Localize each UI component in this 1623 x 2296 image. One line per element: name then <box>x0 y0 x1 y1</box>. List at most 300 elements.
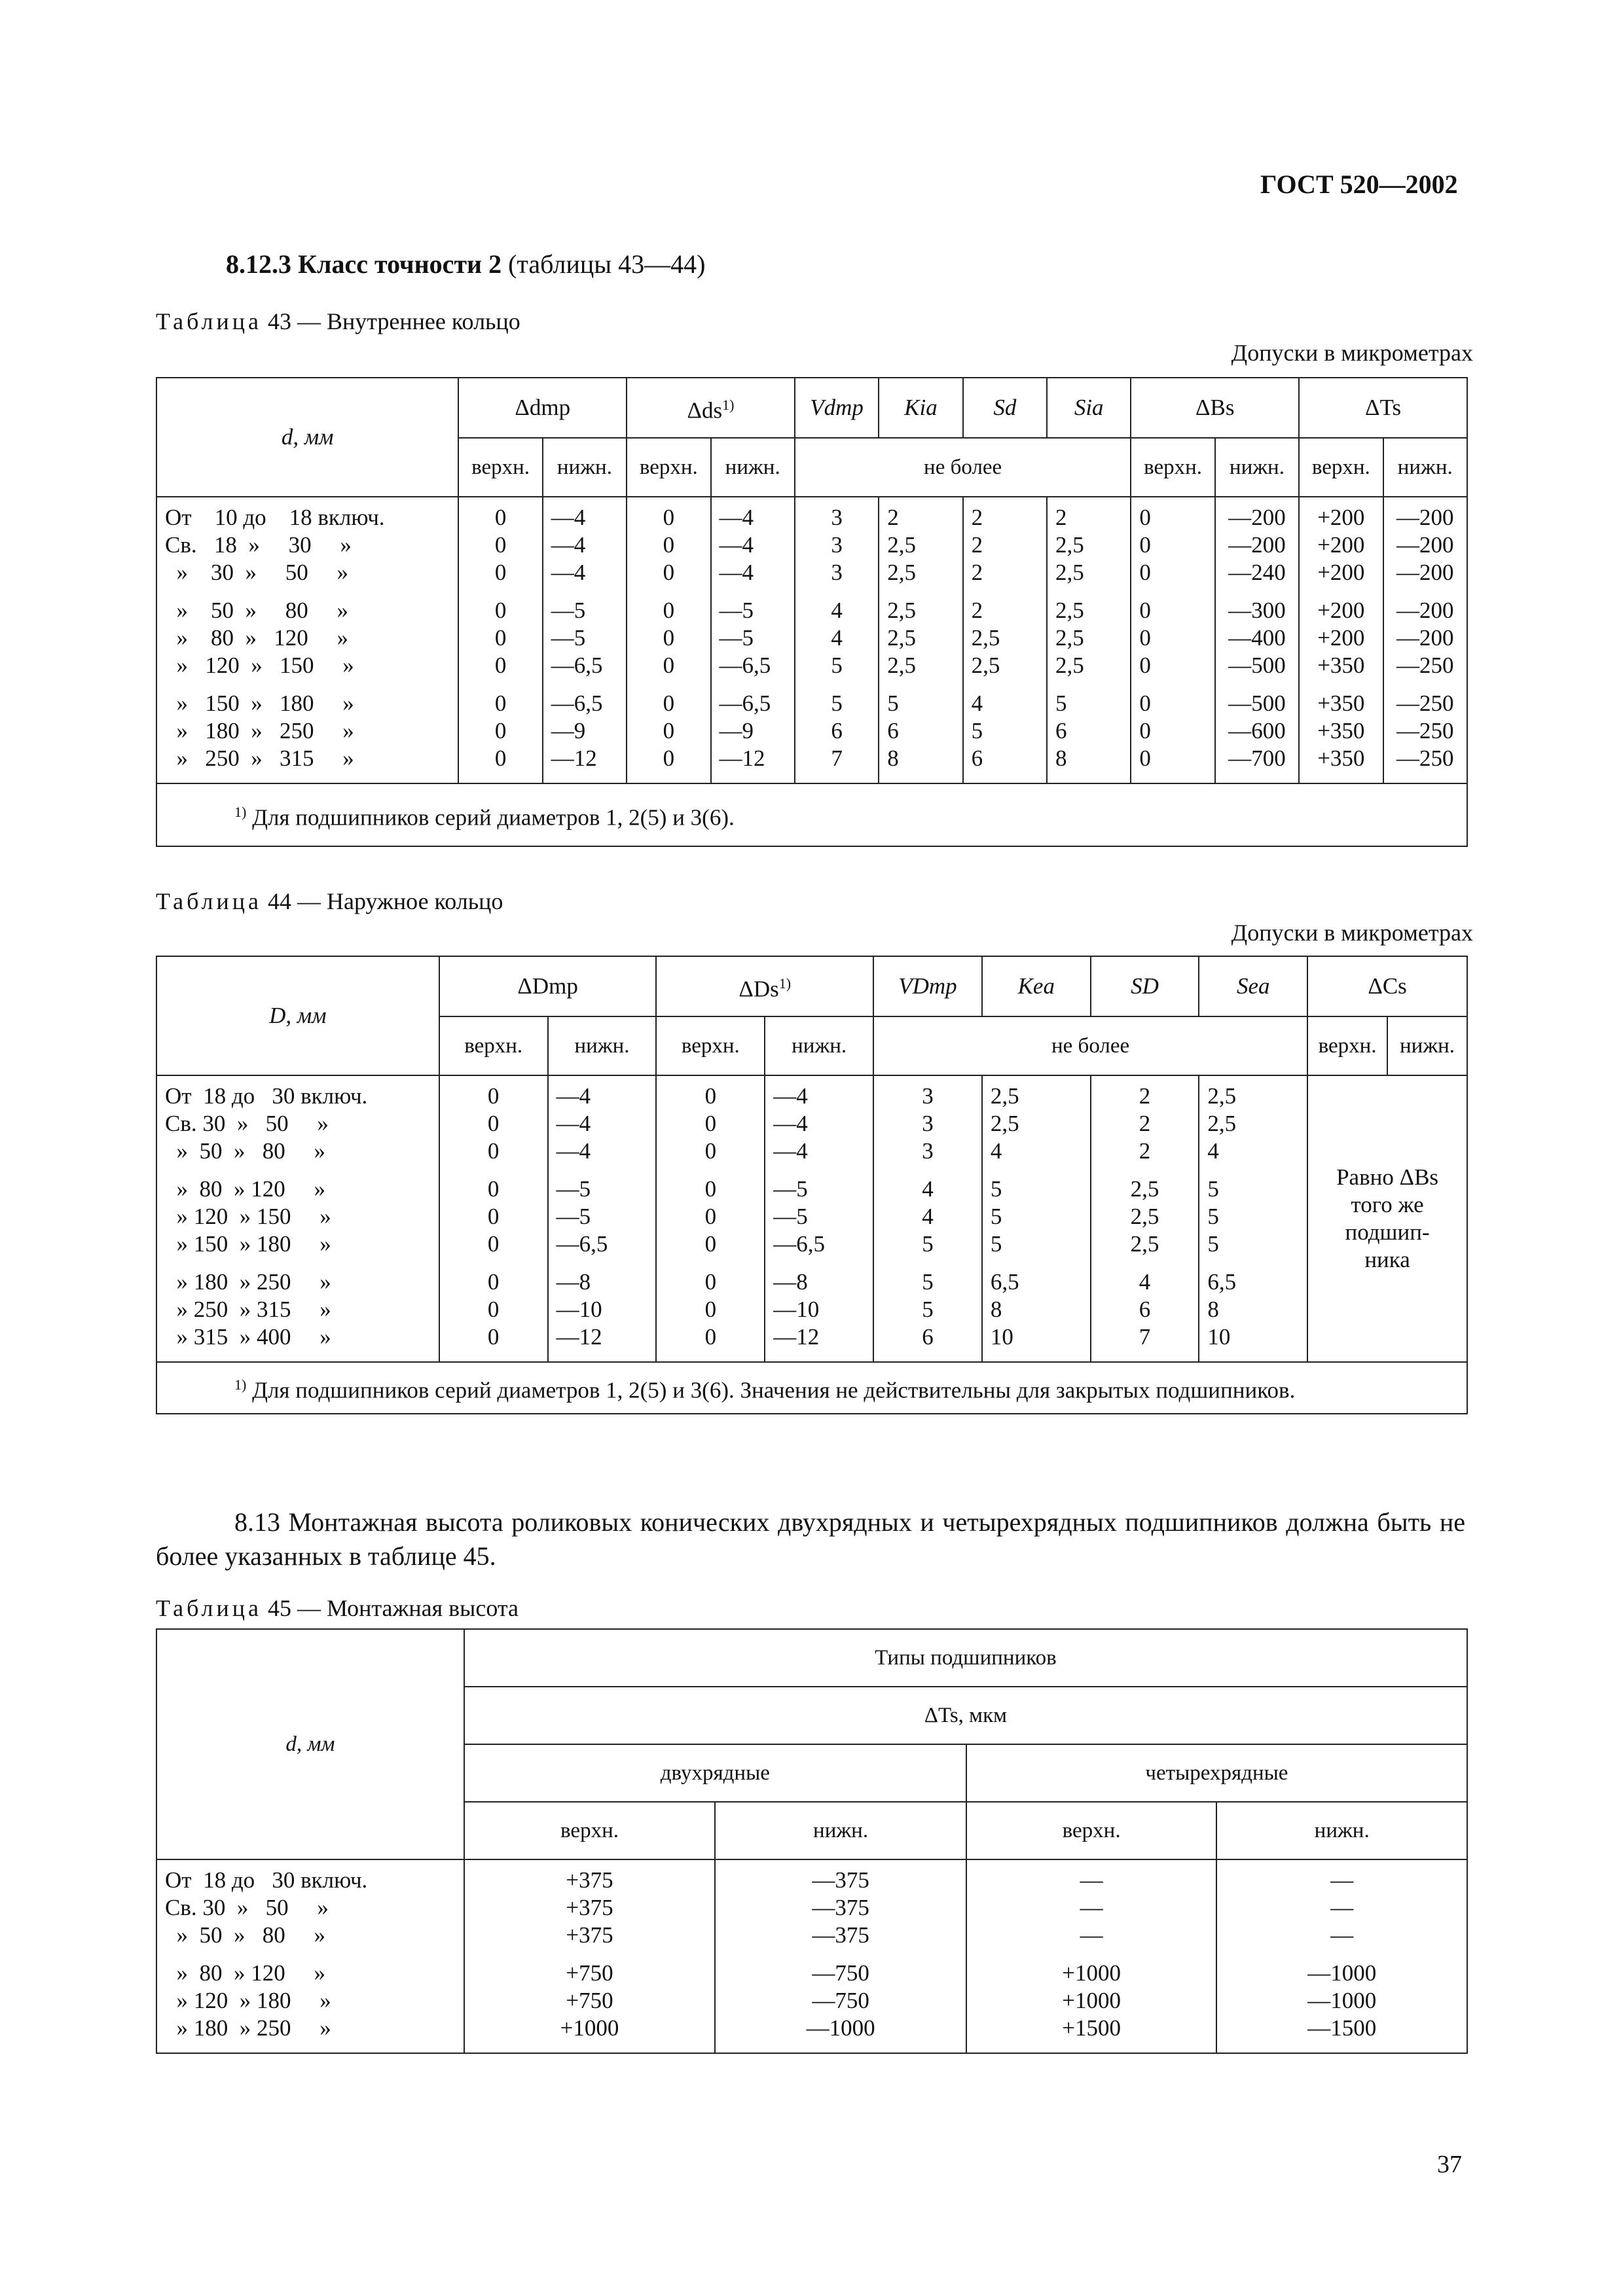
table43-col-6 <box>879 497 962 783</box>
table44-value: —8 <box>773 1269 808 1295</box>
table43-value: —400 <box>1228 625 1286 651</box>
table43-value: —5 <box>719 598 754 623</box>
t44-d-label: D, мм <box>269 1003 327 1028</box>
table44-d-line: » 80 » 120 » <box>165 1176 325 1202</box>
table44-value: —4 <box>556 1111 591 1136</box>
t45-header-d <box>156 1629 464 1859</box>
table43-value: 0 <box>494 560 507 585</box>
table43-value: +200 <box>1317 532 1365 558</box>
table43-value: +200 <box>1317 625 1365 651</box>
table43-value: —250 <box>1396 718 1454 744</box>
table43-value: —200 <box>1396 625 1454 651</box>
t45-header-dts: ΔTs, мкм <box>464 1687 1467 1744</box>
table43-value: 0 <box>663 691 675 716</box>
table44-col-2 <box>548 1075 657 1362</box>
table44-value: 10 <box>1207 1324 1231 1350</box>
table45-d-line: » 120 » 180 » <box>165 1988 331 2013</box>
table43-value: 2,5 <box>1055 560 1084 585</box>
table44-value: 0 <box>704 1269 717 1295</box>
t43-ds-label: Δds <box>687 397 723 423</box>
table43-value: —200 <box>1396 532 1454 558</box>
t44-cs-line: ника <box>1364 1247 1410 1272</box>
section-ref: (таблицы 43—44) <box>508 249 706 279</box>
table44-value: 5 <box>1207 1176 1219 1202</box>
table45-value: —1500 <box>1307 2015 1377 2041</box>
t44-header-d <box>156 956 439 1075</box>
table43-value: 0 <box>1139 653 1151 678</box>
table44-value: 5 <box>990 1231 1002 1257</box>
table43-value: 2,5 <box>1055 532 1084 558</box>
table45-value: —375 <box>812 1867 869 1893</box>
table43-value: 2,5 <box>887 598 916 623</box>
table43-value: —9 <box>719 718 754 744</box>
table43-col-4 <box>711 497 795 783</box>
t45-body-row <box>156 1859 1467 2053</box>
table44-value: —8 <box>556 1269 591 1295</box>
table44-value: —4 <box>773 1138 808 1164</box>
table43-value: 2 <box>971 505 983 530</box>
table45-value: —1000 <box>806 2015 875 2041</box>
table43-value: 2 <box>887 505 899 530</box>
table45-col-3 <box>966 1859 1217 2053</box>
table44-value: —4 <box>773 1083 808 1109</box>
table44-value: 5 <box>990 1176 1002 1202</box>
table44-unit: Допуски в микрометрах <box>1231 920 1473 946</box>
t44-footnote <box>156 1362 1467 1414</box>
table44-value: 0 <box>704 1204 717 1229</box>
table43 <box>156 377 1468 847</box>
table43-value: 0 <box>663 718 675 744</box>
t45-d-label: d, мм <box>285 1732 335 1756</box>
table44-value: 0 <box>704 1111 717 1136</box>
table44-value: 2 <box>1139 1111 1151 1136</box>
t43-ds-sup: 1) <box>722 396 735 413</box>
table44-value: —5 <box>773 1176 808 1202</box>
table43-d-line: От 10 до 18 включ. <box>165 505 385 530</box>
table43-value: 4 <box>971 691 983 716</box>
t43-sub-lower: нижн. <box>543 438 627 497</box>
table43-value: 0 <box>1139 532 1151 558</box>
t43-sub-lower: нижн. <box>1215 438 1299 497</box>
table44-value: —6,5 <box>556 1231 608 1257</box>
t43-sub-lower: нижн. <box>1383 438 1468 497</box>
table45-value: —750 <box>812 1988 869 2013</box>
table43-value: 2,5 <box>1055 625 1084 651</box>
table43-value: 0 <box>494 745 507 771</box>
table45-caption <box>156 1594 519 1622</box>
table43-value: —200 <box>1396 505 1454 530</box>
table43-value: —6,5 <box>719 691 771 716</box>
table43-value: —4 <box>719 532 754 558</box>
table43-d-line: » 180 » 250 » <box>165 718 354 744</box>
t45-sub-lower: нижн. <box>1216 1802 1467 1859</box>
table44-value: —6,5 <box>773 1231 825 1257</box>
table44-d-line: » 180 » 250 » <box>165 1269 331 1295</box>
table45-value: +1500 <box>1062 2015 1121 2041</box>
table45-value: +750 <box>566 1988 613 2013</box>
table44-value: 5 <box>922 1297 934 1322</box>
table43-value: —4 <box>551 560 586 585</box>
page-number: 37 <box>1437 2151 1462 2178</box>
t44-sub-upper: верхн. <box>439 1016 548 1075</box>
table44-value: 10 <box>990 1324 1013 1350</box>
table44-value: 6,5 <box>1207 1269 1237 1295</box>
table43-value: 2,5 <box>887 532 916 558</box>
table43-col-10 <box>1215 497 1299 783</box>
table44-value: 4 <box>990 1138 1002 1164</box>
t43-header-kia: Kia <box>879 378 962 438</box>
t43-footnote-text: Для подшипников серий диаметров 1, 2(5) и 3(6). <box>252 804 735 831</box>
table44-d-line: От 18 до 30 включ. <box>165 1083 368 1109</box>
table44-col-d <box>156 1075 439 1362</box>
table43-value: +350 <box>1317 718 1365 744</box>
table44-col-8 <box>1199 1075 1307 1362</box>
t44-sub-nomore: не более <box>873 1016 1307 1075</box>
table43-value: —9 <box>551 718 586 744</box>
table43-value: 2,5 <box>971 625 1000 651</box>
t43-sub-upper: верхн. <box>1299 438 1383 497</box>
table43-value: —250 <box>1396 653 1454 678</box>
table43-value: 2 <box>1055 505 1067 530</box>
table45-d-line: » 80 » 120 » <box>165 1960 325 1986</box>
table43-value: 0 <box>1139 505 1151 530</box>
table45-value: — <box>1330 1867 1354 1893</box>
document-code: ГОСТ 520—2002 <box>1260 170 1458 199</box>
table43-value: 0 <box>494 691 507 716</box>
table45-value: — <box>1330 1922 1354 1948</box>
table44-value: 4 <box>922 1176 934 1202</box>
table44-col-6 <box>982 1075 1091 1362</box>
t44-header-vdmp: VDmp <box>873 956 982 1016</box>
table43-value: —200 <box>1396 598 1454 623</box>
t44-header-ds <box>656 956 873 1016</box>
table43-value: 3 <box>831 532 843 558</box>
table43-value: 6 <box>887 718 899 744</box>
table43-value: 2 <box>971 560 983 585</box>
table45-value: +375 <box>566 1922 613 1948</box>
table43-value: 2 <box>971 598 983 623</box>
table43-col-2 <box>543 497 627 783</box>
table43-col-3 <box>627 497 710 783</box>
t45-sub-lower: нижн. <box>715 1802 966 1859</box>
t44-sub-upper: верхн. <box>1307 1016 1387 1075</box>
table44-value: 0 <box>704 1176 717 1202</box>
table44-value: —10 <box>556 1297 602 1322</box>
table43-d-line: » 30 » 50 » <box>165 560 348 585</box>
table44 <box>156 956 1468 1414</box>
table44-col-5 <box>873 1075 982 1362</box>
table44-value: 6 <box>922 1324 934 1350</box>
table45-value: +1000 <box>1062 1960 1121 1986</box>
table45 <box>156 1628 1468 2054</box>
table44-title: 44 — Наружное кольцо <box>267 888 503 914</box>
table44-value: —4 <box>773 1111 808 1136</box>
t43-d-label: d, мм <box>281 424 334 450</box>
table43-value: —200 <box>1228 532 1286 558</box>
t44-ds-label: ΔDs <box>739 976 779 1002</box>
table45-value: +750 <box>566 1960 613 1986</box>
t43-sub-upper: верхн. <box>627 438 710 497</box>
table43-value: 4 <box>831 625 843 651</box>
table44-value: —12 <box>773 1324 820 1350</box>
table45-col-1 <box>464 1859 716 2053</box>
t43-sub-upper: верхн. <box>1131 438 1214 497</box>
table44-value: 0 <box>487 1176 500 1202</box>
table44-value: 2,5 <box>1207 1111 1237 1136</box>
table44-value: 8 <box>990 1297 1002 1322</box>
table45-d-line: Св. 30 » 50 » <box>165 1895 329 1920</box>
table44-value: 6 <box>1139 1297 1151 1322</box>
table44-value: —4 <box>556 1083 591 1109</box>
table44-value: 5 <box>990 1204 1002 1229</box>
table44-value: 5 <box>1207 1204 1219 1229</box>
paragraph-8-13: 8.13 Монтажная высота роликовых конических двухрядных и четырехрядных подшипников должна быть не более указанных в таблице 45. <box>156 1507 1465 1571</box>
table43-value: —6,5 <box>551 691 603 716</box>
t43-sub-upper: верхн. <box>458 438 542 497</box>
t43-header-dmp: Δdmp <box>458 378 627 438</box>
table43-value: —6,5 <box>551 653 603 678</box>
table44-value: 0 <box>704 1138 717 1164</box>
t43-footnote-mark: 1) <box>234 803 247 820</box>
table44-value: 0 <box>487 1324 500 1350</box>
table43-value: —200 <box>1228 505 1286 530</box>
table43-value: 5 <box>831 691 843 716</box>
table45-value: — <box>1080 1895 1103 1920</box>
table43-value: 0 <box>663 532 675 558</box>
table43-value: 0 <box>494 653 507 678</box>
table44-value: —12 <box>556 1324 602 1350</box>
table45-value: — <box>1080 1922 1103 1948</box>
t44-footnote-mark: 1) <box>234 1376 247 1393</box>
section-title: Класс точности 2 <box>298 249 502 279</box>
table43-label: Таблица <box>156 308 262 334</box>
table44-d-line: Св. 30 » 50 » <box>165 1111 329 1136</box>
table44-d-line: » 150 » 180 » <box>165 1231 331 1257</box>
t44-sub-lower: нижн. <box>765 1016 873 1075</box>
table44-value: 3 <box>922 1138 934 1164</box>
table43-title: 43 — Внутреннее кольцо <box>267 308 520 334</box>
table43-value: 2,5 <box>887 653 916 678</box>
table43-value: —5 <box>551 598 586 623</box>
table43-d-line: Св. 18 » 30 » <box>165 532 352 558</box>
table43-value: —4 <box>719 560 754 585</box>
t43-header-d <box>156 378 458 497</box>
table43-value: 0 <box>663 598 675 623</box>
table43-value: 2,5 <box>887 625 916 651</box>
t44-header-kea: Kea <box>982 956 1091 1016</box>
table43-value: —6,5 <box>719 653 771 678</box>
table44-value: —5 <box>556 1204 591 1229</box>
table43-caption <box>156 308 520 335</box>
table44-value: 4 <box>1139 1269 1151 1295</box>
table43-value: 0 <box>1139 718 1151 744</box>
table43-value: 0 <box>494 625 507 651</box>
table44-value: —5 <box>556 1176 591 1202</box>
table43-value: 0 <box>494 718 507 744</box>
table44-value: 5 <box>1207 1231 1219 1257</box>
table43-col-7 <box>963 497 1047 783</box>
table43-col-d <box>156 497 458 783</box>
t43-sub-nomore: не более <box>795 438 1131 497</box>
t44-cs-line: подшип- <box>1345 1219 1430 1245</box>
table43-value: 2,5 <box>1055 598 1084 623</box>
t45-header-quad: четырехрядные <box>966 1744 1467 1802</box>
t44-ds-sup: 1) <box>778 975 792 992</box>
table43-value: 8 <box>887 745 899 771</box>
table43-value: 3 <box>831 505 843 530</box>
table44-value: 2 <box>1139 1138 1151 1164</box>
table43-col-5 <box>795 497 879 783</box>
table43-col-1 <box>458 497 542 783</box>
table43-value: 7 <box>831 745 843 771</box>
table44-col-3 <box>656 1075 765 1362</box>
table43-value: 2,5 <box>887 560 916 585</box>
table44-value: 2,5 <box>1130 1231 1159 1257</box>
table44-d-line: » 120 » 150 » <box>165 1204 331 1229</box>
t44-body-row <box>156 1075 1467 1362</box>
table45-value: +1000 <box>560 2015 619 2041</box>
table43-value: 3 <box>831 560 843 585</box>
table43-value: +200 <box>1317 505 1365 530</box>
table44-value: 5 <box>922 1231 934 1257</box>
table43-value: 6 <box>831 718 843 744</box>
table43-value: —4 <box>719 505 754 530</box>
table43-col-12 <box>1383 497 1468 783</box>
table45-value: +1000 <box>1062 1988 1121 2013</box>
table45-value: — <box>1330 1895 1354 1920</box>
table45-value: +375 <box>566 1867 613 1893</box>
table44-value: 3 <box>922 1083 934 1109</box>
t45-header-double: двухрядные <box>464 1744 966 1802</box>
table43-value: +350 <box>1317 691 1365 716</box>
table43-value: 0 <box>663 653 675 678</box>
table45-col-d <box>156 1859 464 2053</box>
t43-header-sia: Sia <box>1047 378 1131 438</box>
t44-cs-line: того же <box>1351 1192 1424 1217</box>
table43-value: 0 <box>1139 691 1151 716</box>
table44-value: 4 <box>922 1204 934 1229</box>
t44-header-sea: Sea <box>1199 956 1307 1016</box>
table44-value: 0 <box>487 1204 500 1229</box>
table43-value: 5 <box>1055 691 1067 716</box>
table43-col-9 <box>1131 497 1214 783</box>
table44-value: 2,5 <box>1130 1204 1159 1229</box>
table43-value: —5 <box>719 625 754 651</box>
table43-value: —700 <box>1228 745 1286 771</box>
table43-value: —12 <box>551 745 597 771</box>
table44-value: —5 <box>773 1204 808 1229</box>
table43-value: —300 <box>1228 598 1286 623</box>
t44-cs-note <box>1307 1075 1467 1362</box>
table44-value: 0 <box>487 1111 500 1136</box>
table43-value: 0 <box>1139 598 1151 623</box>
table44-label: Таблица <box>156 888 262 914</box>
table43-value: 0 <box>494 598 507 623</box>
table43-value: 0 <box>663 560 675 585</box>
table45-value: —1000 <box>1307 1988 1377 2013</box>
section-heading <box>226 249 705 279</box>
table43-value: 0 <box>1139 625 1151 651</box>
t45-sub-upper: верхн. <box>464 1802 716 1859</box>
t43-header-vdmp: Vdmp <box>795 378 879 438</box>
table44-value: 5 <box>922 1269 934 1295</box>
table43-value: —5 <box>551 625 586 651</box>
table43-value: —500 <box>1228 653 1286 678</box>
table44-value: 3 <box>922 1111 934 1136</box>
table43-value: 0 <box>1139 560 1151 585</box>
table43-d-line: » 150 » 180 » <box>165 691 354 716</box>
table44-value: 0 <box>704 1231 717 1257</box>
table43-value: 2,5 <box>971 653 1000 678</box>
t44-header-dmp: ΔDmp <box>439 956 657 1016</box>
table45-label: Таблица <box>156 1595 262 1621</box>
table43-col-8 <box>1047 497 1131 783</box>
table43-value: +350 <box>1317 745 1365 771</box>
table44-value: 7 <box>1139 1324 1151 1350</box>
table43-value: +200 <box>1317 598 1365 623</box>
table43-value: —250 <box>1396 745 1454 771</box>
t43-header-ts: ΔTs <box>1299 378 1467 438</box>
table44-value: 2,5 <box>990 1111 1019 1136</box>
table43-value: 5 <box>831 653 843 678</box>
table44-value: 0 <box>704 1324 717 1350</box>
t44-sub-lower: нижн. <box>548 1016 657 1075</box>
t45-header-types: Типы подшипников <box>464 1629 1467 1687</box>
table43-value: —240 <box>1228 560 1286 585</box>
table43-value: 0 <box>663 505 675 530</box>
table45-d-line: » 50 » 80 » <box>165 1922 325 1948</box>
table44-value: 2,5 <box>1207 1083 1237 1109</box>
table43-col-11 <box>1299 497 1383 783</box>
table44-col-1 <box>439 1075 548 1362</box>
table44-caption <box>156 888 503 915</box>
t45-sub-upper: верхн. <box>966 1802 1217 1859</box>
table43-value: —4 <box>551 505 586 530</box>
t44-cs-line: Равно ΔBs <box>1336 1164 1439 1190</box>
table45-title: 45 — Монтажная высота <box>267 1595 519 1621</box>
table43-value: 0 <box>494 532 507 558</box>
t44-footnote-text: Для подшипников серий диаметров 1, 2(5) и 3(6). Значения не действительны для закрытых подшипников. <box>252 1377 1296 1403</box>
t43-header-sd: Sd <box>963 378 1047 438</box>
t43-header-bs: ΔBs <box>1131 378 1299 438</box>
table44-col-7 <box>1091 1075 1199 1362</box>
table43-value: —200 <box>1396 560 1454 585</box>
table44-value: 0 <box>704 1297 717 1322</box>
table44-value: 0 <box>487 1297 500 1322</box>
table43-value: —500 <box>1228 691 1286 716</box>
table45-col-2 <box>715 1859 966 2053</box>
table43-value: 0 <box>663 745 675 771</box>
table43-d-line: » 50 » 80 » <box>165 598 348 623</box>
t43-sub-lower: нижн. <box>711 438 795 497</box>
table45-col-4 <box>1216 1859 1467 2053</box>
table45-d-line: От 18 до 30 включ. <box>165 1867 368 1893</box>
section-number: 8.12.3 <box>226 249 291 279</box>
table44-value: —4 <box>556 1138 591 1164</box>
table44-d-line: » 315 » 400 » <box>165 1324 331 1350</box>
table43-value: 4 <box>831 598 843 623</box>
t43-header-ds <box>627 378 795 438</box>
table44-value: 0 <box>704 1083 717 1109</box>
t44-header-sd: SD <box>1091 956 1199 1016</box>
table43-d-line: » 120 » 150 » <box>165 653 354 678</box>
table43-value: —250 <box>1396 691 1454 716</box>
table43-value: —600 <box>1228 718 1286 744</box>
table43-value: 0 <box>494 505 507 530</box>
table44-value: 2,5 <box>990 1083 1019 1109</box>
table43-value: 6 <box>971 745 983 771</box>
table44-value: —10 <box>773 1297 820 1322</box>
